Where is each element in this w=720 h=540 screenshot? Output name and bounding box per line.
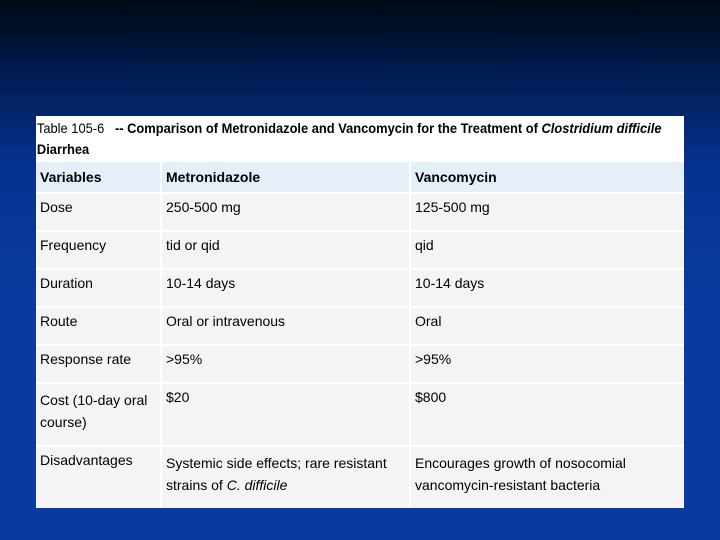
cell-vancomycin: qid: [411, 232, 684, 268]
organism-italic: C. difficile: [226, 477, 288, 493]
header-vancomycin: Vancomycin: [411, 162, 684, 192]
table-caption: [36, 118, 683, 160]
cell-variable: Dose: [36, 194, 162, 230]
disadvantage-text: Systemic side effects; rare resistant strains of: [166, 455, 387, 493]
header-metronidazole: Metronidazole: [162, 162, 411, 192]
cell-variable: Response rate: [36, 346, 162, 382]
cell-metronidazole: tid or qid: [162, 232, 411, 268]
table-row: [36, 232, 684, 268]
cell-vancomycin: 125-500 mg: [411, 194, 684, 230]
cell-vancomycin: [411, 447, 684, 508]
table-panel: [36, 116, 684, 501]
cell-metronidazole: 250-500 mg: [162, 194, 411, 230]
cell-vancomycin-text: Encourages growth of nosocomial vancomycin-resistant bacteria: [415, 455, 626, 493]
cell-vancomycin: $800: [411, 384, 684, 445]
cell-metronidazole: >95%: [162, 346, 411, 382]
cell-variable-text: Cost (10-day oral course): [40, 392, 148, 430]
cell-variable: Route: [36, 308, 162, 344]
cell-metronidazole: Oral or intravenous: [162, 308, 411, 344]
table-title: [37, 120, 662, 157]
header-variables: Variables: [36, 162, 162, 192]
table-row: [36, 384, 684, 445]
comparison-table: [36, 160, 684, 510]
table-number: Table 105-6: [36, 120, 105, 136]
table-title-text: -- Comparison of Metronidazole and Vancomycin for the Treatment of: [114, 120, 542, 136]
cell-variable: Disadvantages: [36, 447, 162, 508]
cell-vancomycin: Oral: [411, 308, 684, 344]
cell-variable: [36, 384, 162, 445]
cell-metronidazole: $20: [162, 384, 411, 445]
table-row: [36, 270, 684, 306]
table-title-italic: Clostridium difficile: [541, 120, 662, 136]
table-row: [36, 346, 684, 382]
cell-vancomycin: >95%: [411, 346, 684, 382]
table-row: [36, 308, 684, 344]
cell-vancomycin: 10-14 days: [411, 270, 684, 306]
table-row: [36, 447, 684, 508]
cell-metronidazole: 10-14 days: [162, 270, 411, 306]
table-header-row: [36, 162, 684, 192]
cell-metronidazole: [162, 447, 411, 508]
table-row: [36, 194, 684, 230]
cell-variable: Duration: [36, 270, 162, 306]
cell-metronidazole-text: [166, 452, 405, 496]
cell-variable: Frequency: [36, 232, 162, 268]
table-title-suffix: Diarrhea: [36, 141, 90, 157]
